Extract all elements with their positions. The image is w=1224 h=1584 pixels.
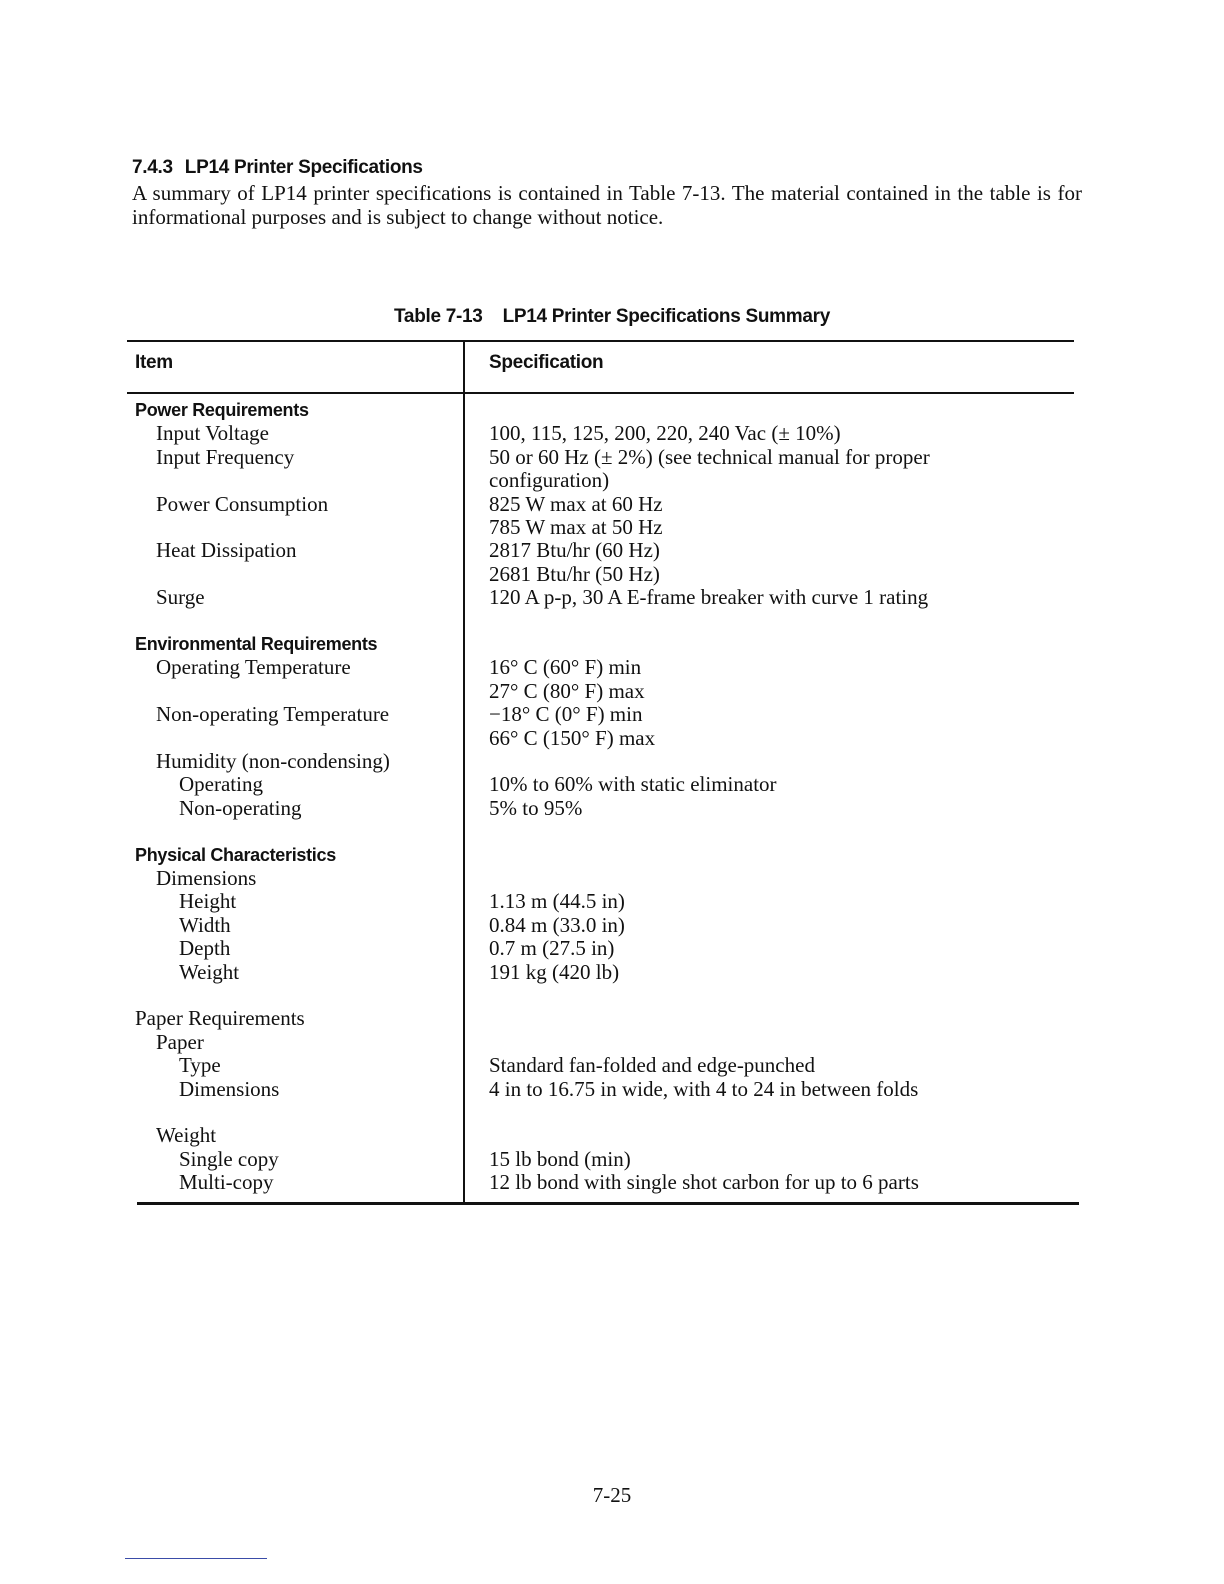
row-specification: 2681 Btu/hr (50 Hz) <box>489 561 660 586</box>
table-row <box>0 703 1224 726</box>
footer-mark <box>125 1558 267 1559</box>
row-item-label: Humidity (non-condensing) <box>156 749 390 773</box>
row-specification: 10% to 60% with static eliminator <box>489 772 777 797</box>
row-specification: 16° C (60° F) min <box>489 655 642 680</box>
row-specification: 785 W max at 50 Hz <box>489 515 663 539</box>
table-row <box>0 1148 1224 1171</box>
table-row <box>0 820 1224 843</box>
table-row <box>0 1031 1224 1054</box>
table-row <box>0 867 1224 890</box>
row-item-label: Single copy <box>179 1146 279 1171</box>
row-specification: 0.7 m (27.5 in) <box>489 936 615 961</box>
table-row <box>0 469 1224 492</box>
row-specification: 120 A p-p, 30 A E-frame breaker with curve 1 rating <box>489 585 929 610</box>
row-specification: configuration) <box>489 468 610 493</box>
row-specification: 66° C (150° F) max <box>489 725 656 750</box>
row-item-label: Multi-copy <box>179 1170 274 1195</box>
row-item-label: Operating <box>179 772 263 797</box>
table-caption-title: LP14 Printer Specifications Summary <box>502 306 830 327</box>
page-number: 7-25 <box>592 1483 632 1507</box>
table-row <box>0 890 1224 913</box>
table-row <box>0 1101 1224 1124</box>
row-specification: 5% to 95% <box>489 795 583 820</box>
table-row <box>0 1078 1224 1101</box>
table-row <box>0 797 1224 820</box>
row-specification: 191 kg (420 lb) <box>489 959 620 984</box>
table-bottom-rule <box>137 1202 1079 1205</box>
row-item-label: Width <box>179 912 231 937</box>
column-header-item: Item <box>135 352 173 373</box>
table-row <box>0 1124 1224 1147</box>
header-bottom-rule <box>127 392 1074 394</box>
table-caption-number: Table 7-13 <box>394 306 483 327</box>
table-row <box>0 1054 1224 1077</box>
row-item-label: Height <box>179 889 237 914</box>
table-row <box>0 516 1224 539</box>
row-specification: Standard fan-folded and edge-punched <box>489 1053 815 1078</box>
row-item-label: Weight <box>179 959 240 984</box>
row-item-label: Input Frequency <box>156 444 295 469</box>
table-top-rule <box>127 340 1074 342</box>
row-item-label: Dimensions <box>156 866 257 890</box>
table-row <box>0 656 1224 679</box>
section-number: 7.4.3 <box>132 157 173 178</box>
table-row <box>0 586 1224 609</box>
column-header-specification: Specification <box>489 352 604 373</box>
table-row <box>0 539 1224 562</box>
row-specification: 4 in to 16.75 in wide, with 4 to 24 in between folds <box>489 1076 919 1101</box>
row-item-label: Heat Dissipation <box>156 538 297 563</box>
table-row <box>0 399 1224 422</box>
table-caption <box>0 306 1224 328</box>
table-row <box>0 937 1224 960</box>
row-item-label: Paper <box>156 1029 204 1054</box>
row-specification: 50 or 60 Hz (± 2%) (see technical manual for proper <box>489 444 930 469</box>
row-specification: 1.13 m (44.5 in) <box>489 889 625 914</box>
table-row <box>0 610 1224 633</box>
row-item-label: Non-operating <box>179 795 302 820</box>
row-specification: 2817 Btu/hr (60 Hz) <box>489 538 660 563</box>
row-group-label: Environmental Requirements <box>135 634 378 654</box>
row-item-label: Weight <box>156 1123 217 1148</box>
section-heading <box>132 157 423 179</box>
row-item-label: Type <box>179 1053 221 1078</box>
row-group-label: Power Requirements <box>135 400 309 420</box>
table-row <box>0 633 1224 656</box>
row-specification: 27° C (80° F) max <box>489 678 645 703</box>
intro-paragraph: A summary of LP14 printer specifications is contained in Table 7-13. The material contained in the table is for informational purposes and is subject to change without notice. <box>132 181 1082 229</box>
table-row <box>0 446 1224 469</box>
table-row <box>0 1171 1224 1194</box>
row-specification: −18° C (0° F) min <box>489 702 643 727</box>
row-item-label: Dimensions <box>179 1076 280 1101</box>
table-row <box>0 422 1224 445</box>
row-specification: 15 lb bond (min) <box>489 1146 631 1171</box>
row-group-label: Physical Characteristics <box>135 844 336 865</box>
row-item-label: Depth <box>179 936 231 961</box>
table-row <box>0 914 1224 937</box>
table-row <box>0 493 1224 516</box>
row-specification: 12 lb bond with single shot carbon for up to 6 parts <box>489 1170 919 1195</box>
row-item-label: Power Consumption <box>156 491 329 516</box>
row-item-label: Operating Temperature <box>156 655 351 680</box>
row-item-label: Paper Requirements <box>135 1006 305 1031</box>
table-row <box>0 680 1224 703</box>
row-specification: 100, 115, 125, 200, 220, 240 Vac (± 10%) <box>489 421 841 446</box>
table-row <box>0 563 1224 586</box>
row-item-label: Non-operating Temperature <box>156 702 390 727</box>
row-item-label: Input Voltage <box>156 421 269 446</box>
table-row <box>0 984 1224 1007</box>
section-title: LP14 Printer Specifications <box>184 157 423 178</box>
row-item-label: Surge <box>156 585 205 610</box>
table-row <box>0 844 1224 867</box>
table-row <box>0 773 1224 796</box>
table-row <box>0 961 1224 984</box>
row-specification: 825 W max at 60 Hz <box>489 491 663 516</box>
table-row <box>0 1007 1224 1030</box>
row-specification: 0.84 m (33.0 in) <box>489 912 625 937</box>
table-row <box>0 750 1224 773</box>
table-row <box>0 727 1224 750</box>
